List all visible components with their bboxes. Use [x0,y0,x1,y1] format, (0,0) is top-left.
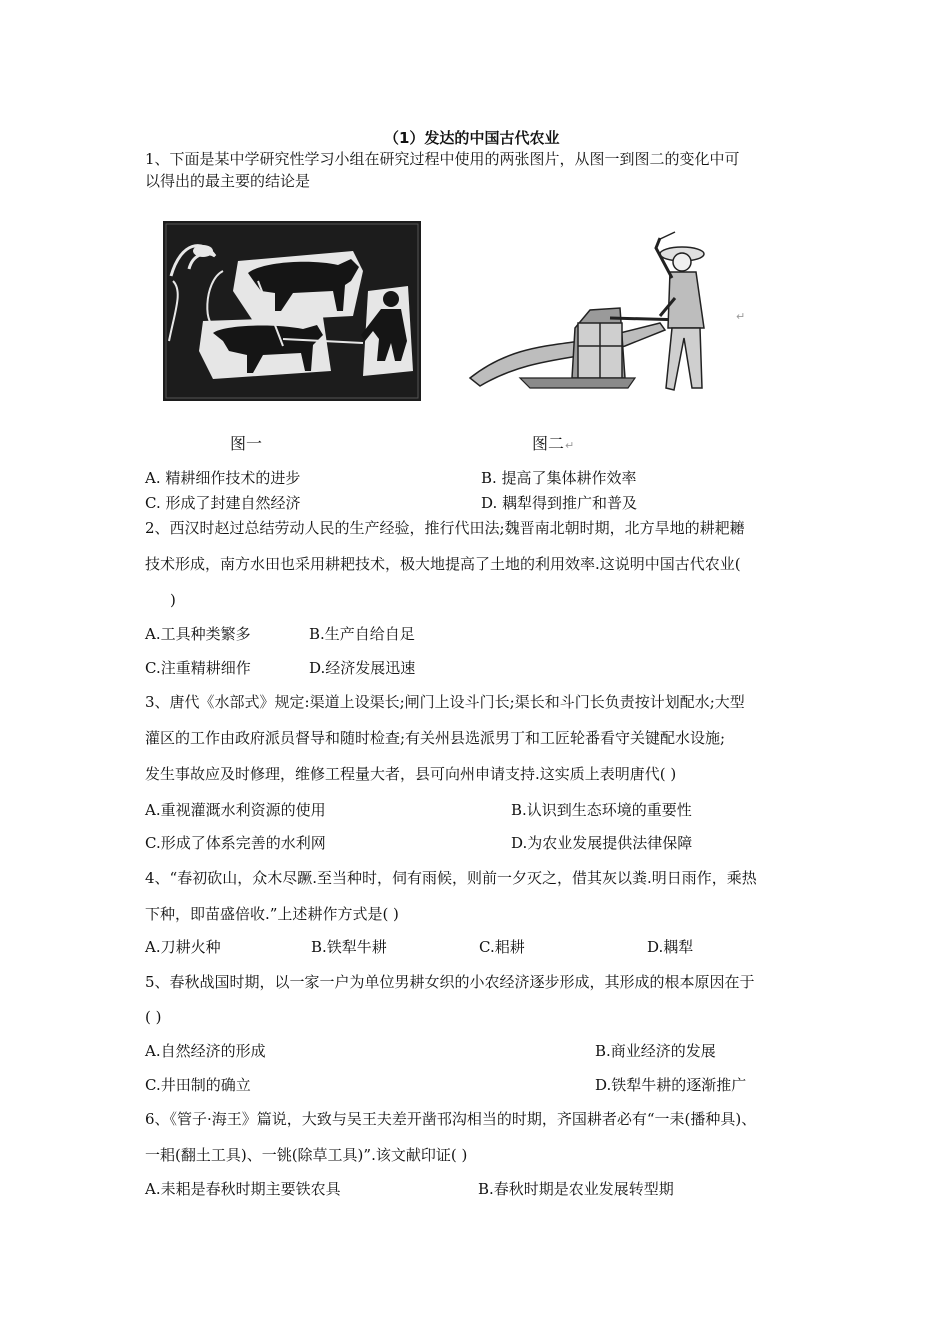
figure-2-caption-wrap [532,434,574,456]
q6-stem-line-1: 6、《管子·海王》篇说，大致与吴王夫差开凿邗沟相当的时期，齐国耕者必有“一耒(播种具)、 [145,1110,757,1128]
q2-stem-line-2: 技术形成，南方水田也采用耕耙技术，极大地提高了土地的利用效率.这说明中国古代农业( [145,555,741,573]
q4-option-a: A.刀耕火种 [145,938,221,956]
q4-stem-line-1: 4、“春初砍山，众木尽蹶.至当种时，伺有雨候，则前一夕灭之，借其灰以粪.明日雨作，乘热 [145,869,757,887]
q2-stem-line-1: 2、西汉时赵过总结劳动人民的生产经验，推行代田法;魏晋南北朝时期，北方旱地的耕耙耱 [145,519,745,537]
q1-option-d: D. 耦犁得到推广和普及 [481,494,638,512]
q5-stem-line-1: 5、春秋战国时期，以一家一户为单位男耕女织的小农经济逐步形成，其形成的根本原因在于 [145,973,755,991]
q3-stem-line-3: 发生事故应及时修理，维修工程量大者，县可向州申请支持.这实质上表明唐代( ) [145,765,677,783]
q5-option-b: B.商业经济的发展 [595,1042,716,1060]
q3-option-c: C.形成了体系完善的水利网 [145,834,326,852]
figure-1-caption: 图一 [230,434,263,453]
q2-option-c: C.注重精耕细作 [145,659,251,677]
page-title: （1）发达的中国古代农业 [384,129,560,147]
q4-stem-line-2: 下种，即苗盛倍收.”上述耕作方式是( ) [145,905,399,923]
q6-option-b: B.春秋时期是农业发展转型期 [478,1180,674,1198]
figure-2-plough-man-image [460,228,750,400]
q1-option-b: B. 提高了集体耕作效率 [481,469,637,487]
q2-option-a: A.工具种类繁多 [145,625,251,643]
figure-1-ox-plough-image [163,221,421,401]
q6-option-a: A.耒耜是春秋时期主要铁农具 [145,1180,341,1198]
figure-2-caption: 图二 [532,434,565,453]
q1-option-c: C. 形成了封建自然经济 [145,494,301,512]
q6-stem-line-2: 一耜(翻土工具)、一铫(除草工具)”.该文献印证( ) [145,1146,468,1164]
q3-option-d: D.为农业发展提供法律保障 [511,834,693,852]
q5-stem-line-2: ( ) [145,1008,162,1026]
q3-stem-line-2: 灌区的工作由政府派员督导和随时检查;有关州县选派男丁和工匠轮番看守关键配水设施; [145,729,726,747]
q4-option-d: D.耦犁 [647,938,694,956]
q2-option-b: B.生产自给自足 [309,625,415,643]
q4-option-c: C.耜耕 [479,938,525,956]
q1-stem-line-1: 1、下面是某中学研究性学习小组在研究过程中使用的两张图片，从图一到图二的变化中可 [145,150,740,168]
q1-stem-line-2: 以得出的最主要的结论是 [145,172,311,190]
q3-option-b: B.认识到生态环境的重要性 [511,801,692,819]
q5-option-d: D.铁犁牛耕的逐渐推广 [595,1076,747,1094]
q3-option-a: A.重视灌溉水利资源的使用 [145,801,326,819]
q5-option-c: C.井田制的确立 [145,1076,251,1094]
return-mark-icon: ↵ [565,439,575,452]
svg-text:↵: ↵ [736,310,746,323]
q3-stem-line-1: 3、唐代《水部式》规定:渠道上设渠长;闸门上设斗门长;渠长和斗门长负责按计划配水;大型 [145,693,745,711]
q4-option-b: B.铁犁牛耕 [311,938,387,956]
q2-stem-line-3: ) [170,591,176,609]
q2-option-d: D.经济发展迅速 [309,659,416,677]
q1-option-a: A. 精耕细作技术的进步 [145,469,301,487]
q5-option-a: A.自然经济的形成 [145,1042,266,1060]
